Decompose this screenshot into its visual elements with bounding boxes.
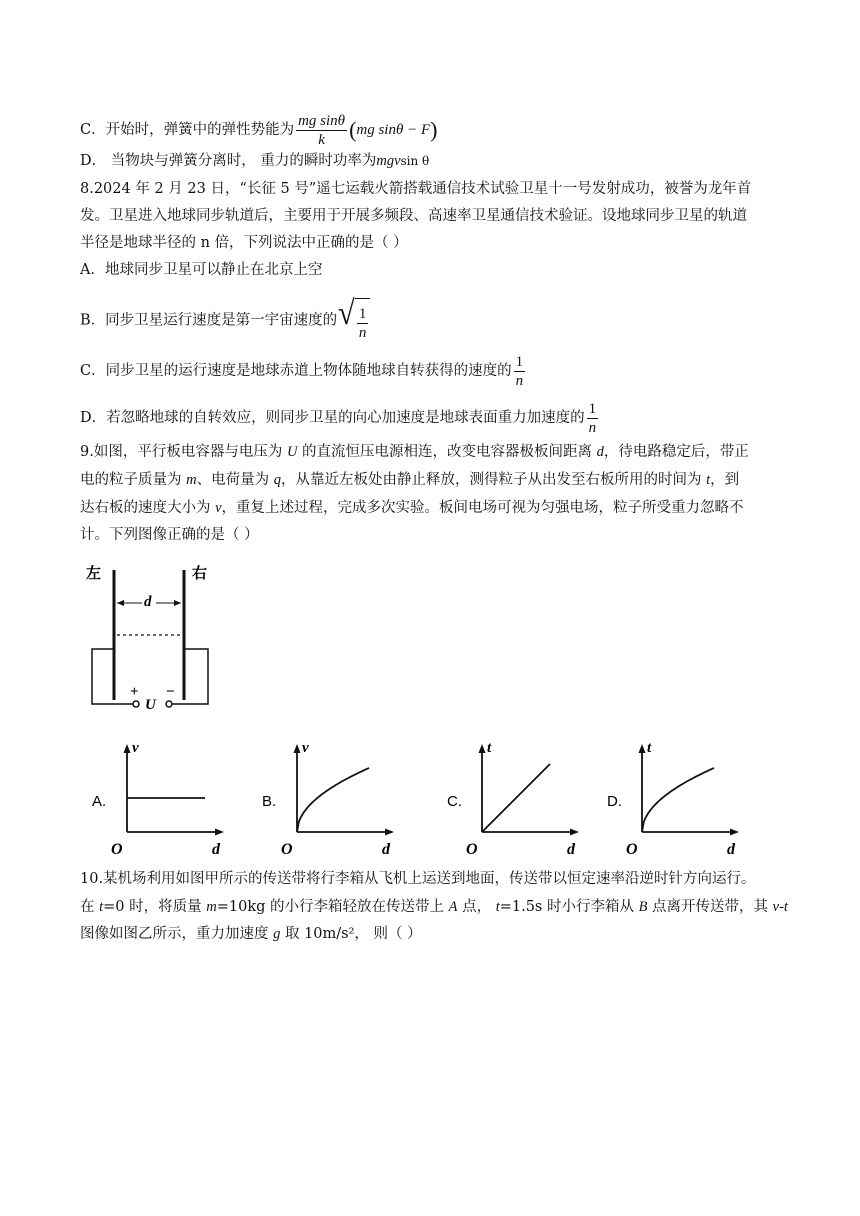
q7-option-c-inner-expr: mg sinθ − F	[356, 122, 431, 138]
q8-stem-line-3: 半径是地球半径的 n 倍，下列说法中正确的是（ ）	[80, 235, 408, 251]
text-run: 达右板的速度大小为	[80, 500, 216, 516]
y-axis-arrow-icon	[124, 744, 131, 753]
x-axis-label: d	[382, 841, 390, 858]
origin-label: O	[466, 841, 478, 858]
capacitor-circuit-diagram	[84, 562, 224, 712]
text-run: 点，	[457, 899, 496, 915]
open-paren: (	[349, 117, 357, 142]
math-var: t	[99, 899, 104, 915]
math-var: v	[215, 500, 222, 516]
origin-label: O	[626, 841, 638, 858]
right-wire	[171, 649, 208, 704]
fraction-numerator: 1	[358, 306, 367, 323]
text-run: 点离开传送带，其	[647, 899, 773, 915]
q9-stem-line-3	[80, 497, 744, 519]
q9-stem-line-1	[80, 441, 749, 463]
q8-option-b	[80, 294, 370, 342]
math-var: m	[206, 899, 217, 915]
x-axis-label: d	[567, 841, 575, 858]
y-axis-label: t	[647, 740, 652, 756]
math-var: t	[495, 899, 500, 915]
text-run: 电的粒子质量为	[80, 472, 187, 488]
text-run: 图像如图乙所示，重力加速度	[80, 926, 274, 942]
q7-option-d-text: D． 当物块与弹簧分离时， 重力的瞬时功率为	[80, 153, 377, 169]
q8-stem-line-2: 发。卫星进入地球同步轨道后，主要用于开展多频段、高速率卫星通信技术验证。设地球同步卫星的轨道	[80, 208, 747, 224]
graph-curve	[642, 768, 714, 832]
graph-option-2	[262, 740, 394, 858]
graph-group	[92, 740, 739, 858]
q7-option-d	[80, 150, 429, 172]
y-axis-label: v	[132, 740, 139, 756]
q8-option-b-text: B．同步卫星运行速度是第一宇宙速度的	[80, 312, 338, 329]
q7-option-d-suffix: sin θ	[400, 154, 430, 168]
math-var: U	[286, 444, 298, 460]
q7-option-d-expr: mgv	[376, 153, 401, 169]
graph-option-label: B.	[262, 793, 277, 810]
arrow-right-icon	[174, 600, 181, 606]
q8-option-a: A．地球同步卫星可以静止在北京上空	[80, 262, 323, 278]
text-run: ，从靠近左板处由静止释放，测得粒子从出发至右板所用的时间为	[280, 472, 707, 488]
q8-option-d	[80, 396, 600, 440]
fraction-denominator: n	[588, 419, 597, 436]
x-axis-arrow-icon	[570, 829, 579, 836]
fraction-numerator: 1	[588, 400, 597, 417]
text-run: ，重复上述过程，完成多次实验。板间电场可视为匀强电场，粒子所受重力忽略不	[221, 500, 744, 516]
voltage-label: U	[145, 697, 156, 712]
y-axis-label: v	[302, 740, 309, 756]
q8-stem-line-1: 8.2024 年 2 月 23 日，“长征 5 号”遥七运载火箭搭载通信技术试验卫星十一号发射成功，被誉为龙年首	[80, 181, 752, 197]
q8-option-c-text: C．同步卫星的运行速度是地球赤道上物体随地球自转获得的速度的	[80, 363, 512, 379]
text-run: ，待电路稳定后，带正	[603, 444, 749, 460]
text-run: =1.5s 时小行李箱从	[499, 899, 639, 915]
fraction-denominator: n	[358, 325, 367, 342]
q9-answer-graphs	[80, 740, 760, 860]
fraction-numerator: 1	[515, 353, 524, 370]
q8-option-c-fraction	[514, 353, 526, 390]
text-run: 的直流恒压电源相连，改变电容器极板间距离	[297, 444, 597, 460]
math-var: d	[596, 444, 604, 460]
q7-option-c	[80, 108, 437, 152]
math-var: q	[273, 472, 281, 488]
terminal-negative	[166, 701, 172, 707]
graph-option-3	[447, 740, 579, 858]
graph-option-label: A.	[92, 793, 107, 810]
graph-curve	[482, 764, 550, 832]
fraction-denominator: k	[318, 131, 325, 148]
y-axis-arrow-icon	[639, 744, 646, 753]
math-var: A	[448, 899, 458, 915]
x-axis-arrow-icon	[385, 829, 394, 836]
y-axis-arrow-icon	[479, 744, 486, 753]
y-axis-label: t	[487, 740, 492, 756]
x-axis-label: d	[212, 841, 220, 858]
fraction-numerator: mg sinθ	[298, 112, 346, 129]
x-axis-arrow-icon	[730, 829, 739, 836]
text-run: ，到	[710, 472, 740, 488]
minus-sign: −	[166, 684, 175, 700]
text-run: 在	[80, 899, 100, 915]
math-var: t	[706, 472, 711, 488]
text-run: 、电荷量为	[196, 472, 274, 488]
text-run: =0 时，将质量	[103, 899, 207, 915]
graph-curve	[297, 768, 369, 832]
math-var: m	[186, 472, 197, 488]
text-run: =10kg 的小行李箱轻放在传送带上	[216, 899, 449, 915]
graph-option-label: D.	[607, 793, 622, 810]
right-plate-label: 右	[192, 566, 208, 582]
origin-label: O	[111, 841, 123, 858]
math-var: g	[273, 926, 281, 942]
math-var: B	[638, 899, 648, 915]
arrow-left-icon	[117, 600, 124, 606]
q9-stem-line-4: 计。下列图像正确的是（ ）	[80, 527, 259, 543]
q8-option-b-fraction	[357, 305, 369, 342]
q10-stem-line-2	[80, 896, 788, 918]
graph-option-1	[92, 740, 224, 858]
q7-option-c-fraction	[296, 112, 347, 149]
fraction-denominator: n	[515, 372, 524, 389]
x-axis-label: d	[727, 841, 735, 858]
q8-option-d-text: D．若忽略地球的自转效应，则同步卫星的向心加速度是地球表面重力加速度的	[80, 410, 585, 426]
plus-sign: +	[130, 684, 139, 700]
q10-stem-line-3	[80, 923, 422, 945]
gap-label: d	[144, 594, 152, 610]
graph-option-4	[607, 740, 739, 858]
text-run: 9.如图，平行板电容器与电压为	[80, 444, 287, 460]
text-run: 取 10m/s²， 则（ ）	[280, 926, 422, 942]
left-plate-label: 左	[86, 566, 102, 582]
q10-stem-line-1: 10.某机场利用如图甲所示的传送带将行李箱从飞机上运送到地面，传送带以恒定速率沿逆时针方向运行。	[80, 871, 756, 887]
q7-option-c-text: C．开始时，弹簧中的弹性势能为	[80, 122, 295, 138]
math-var: v-t	[772, 899, 788, 915]
q8-option-c	[80, 349, 527, 393]
close-paren: )	[430, 117, 438, 142]
terminal-positive	[133, 701, 139, 707]
y-axis-arrow-icon	[294, 744, 301, 753]
origin-label: O	[281, 841, 293, 858]
x-axis-arrow-icon	[215, 829, 224, 836]
q9-stem-line-2	[80, 469, 739, 491]
sqrt-symbol: √ $\frac{1}{n}$	[337, 294, 370, 347]
q8-option-d-fraction	[587, 400, 599, 437]
graph-option-label: C.	[447, 793, 462, 810]
